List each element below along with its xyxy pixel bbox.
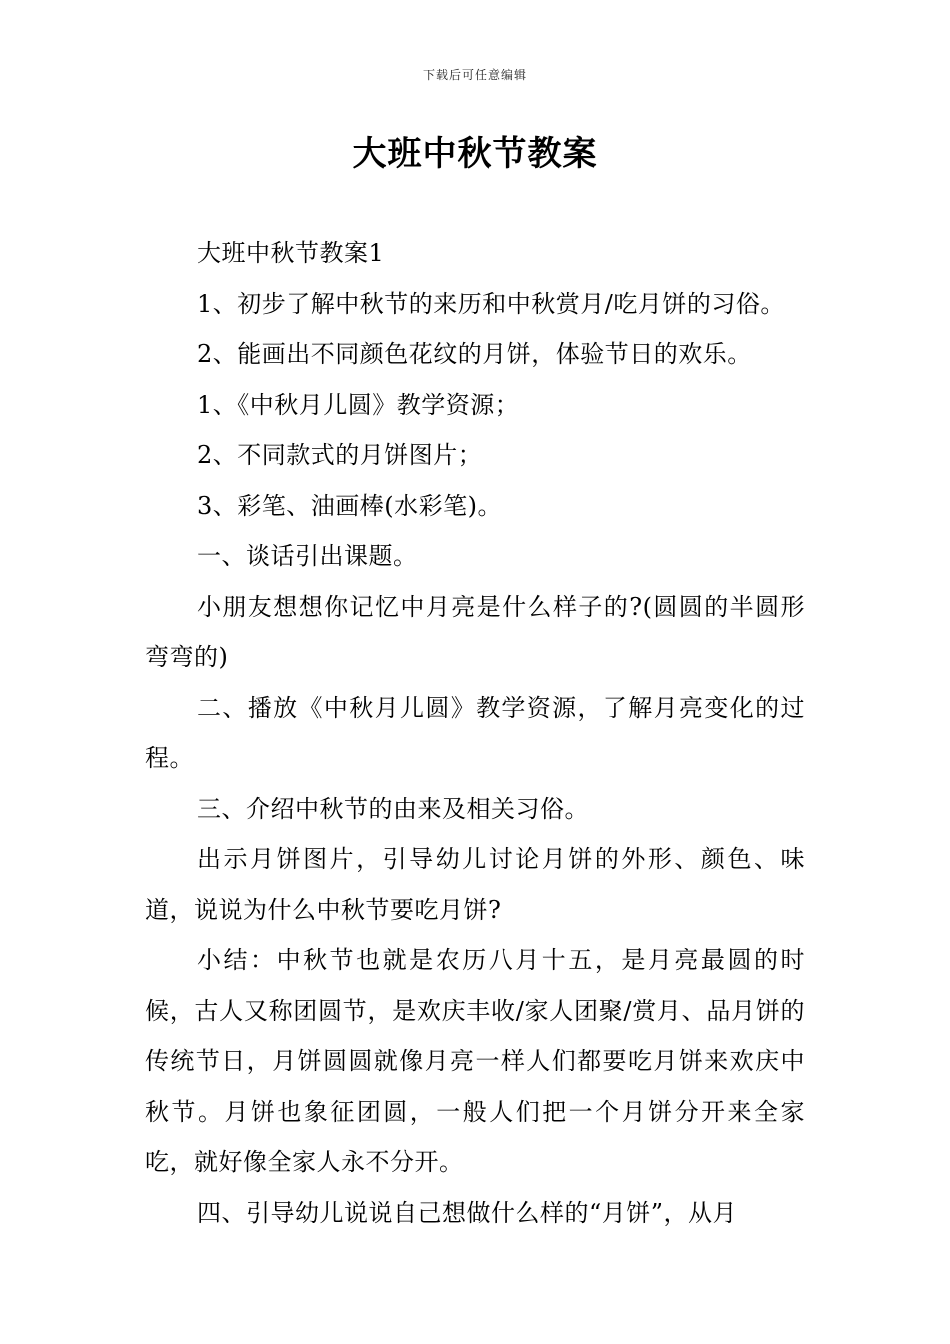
paragraph-goal-1: 1、初步了解中秋节的来历和中秋赏月/吃月饼的习俗。 xyxy=(197,289,785,318)
paragraph-step-3: 三、介绍中秋节的由来及相关习俗。 xyxy=(197,794,589,823)
paragraph-goal-2: 2、能画出不同颜色花纹的月饼，体验节日的欢乐。 xyxy=(197,340,752,368)
page-title: 大班中秋节教案 xyxy=(352,134,598,174)
paragraph-material-2: 2、不同款式的月饼图片； xyxy=(197,441,483,469)
paragraph-step-4: 四、引导幼儿说说自己想做什么样的“月饼”，从月 xyxy=(197,1198,738,1227)
paragraph-step-3-detail: 出示月饼图片，引导幼儿讨论月饼的外形、颜色、味道，说说为什么中秋节要吃月饼? xyxy=(145,845,805,924)
document-body xyxy=(145,228,805,1238)
paragraph-step-1: 一、谈话引出课题。 xyxy=(197,542,418,570)
paragraph-material-3: 3、彩笔、油画棒(水彩笔)。 xyxy=(197,491,502,520)
paragraph-step-2: 二、播放《中秋月儿圆》教学资源，了解月亮变化的过程。 xyxy=(145,693,805,772)
paragraph-material-1: 1、《中秋月儿圆》教学资源； xyxy=(197,390,520,419)
paragraph-subtitle: 大班中秋节教案1 xyxy=(197,239,385,267)
paragraph-step-1-question: 小朋友想想你记忆中月亮是什么样子的?(圆圆的半圆形弯弯的) xyxy=(145,592,805,671)
header-note: 下载后可任意编辑 xyxy=(422,68,527,82)
paragraph-summary: 小结：中秋节也就是农历八月十五，是月亮最圆的时候，古人又称团圆节，是欢庆丰收/家人团聚/赏月、品月饼的传统节日，月饼圆圆就像月亮一样人们都要吃月饼来欢庆中秋节。月饼也象征团圆，一般人们把一个月饼分开来全家吃，就好像全家人永不分开。 xyxy=(145,946,805,1176)
